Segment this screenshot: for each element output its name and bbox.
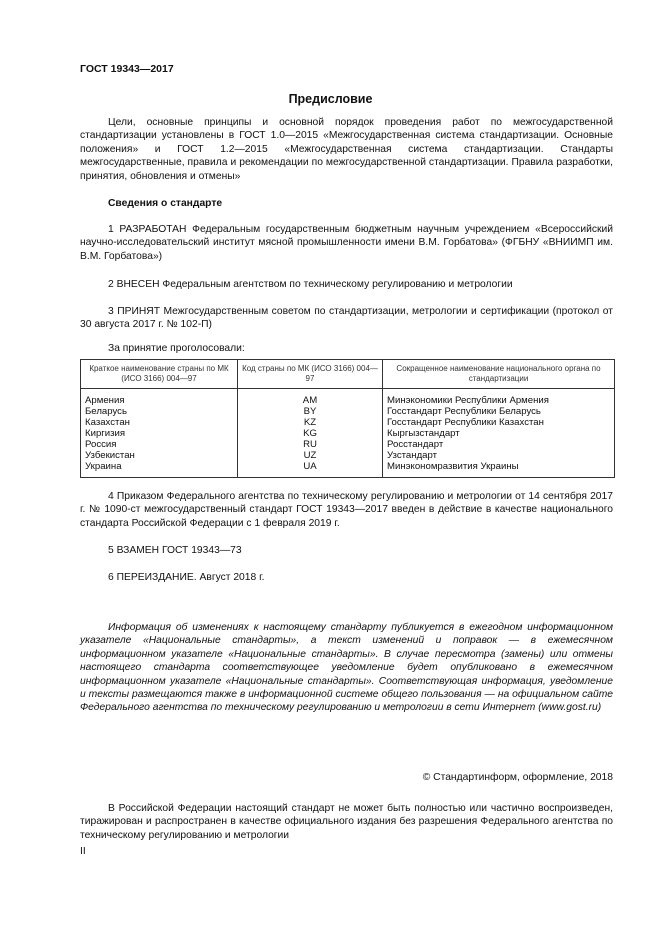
page-number: II [80, 846, 86, 857]
item-adopted [80, 305, 613, 332]
code-cell: BY [238, 406, 383, 417]
table-row [81, 450, 615, 461]
body-cell: Кыргызстандарт [383, 428, 615, 439]
country-cell: Беларусь [81, 406, 238, 417]
code-cell: RU [238, 439, 383, 450]
header-country: Краткое наименование страны по МК (ИСО 3166) 004—97 [81, 360, 238, 389]
table-row [81, 461, 615, 478]
changes-notice-text: Информация об изменениях к настоящему стандарту публикуется в ежегодном информационном указателе «Национальные стандарты», а текст изменений и поправок — в ежемесячном информационном указателе «Национальные стандарты». В случае пересмотра (замены) или отмены настоящего стандарта соответствующее уведомление будет опубликовано в ежемесячном информационном указателе «Национальные стандарты». Соответствующая информация, уведомление и тексты размещаются также в информационной системе общего пользования — на официальном сайте Федерального агентства по техническому регулированию и метрологии в сети Интернет (www.gost.ru) [80, 622, 613, 714]
intro-paragraph [80, 116, 613, 183]
item-introduced [80, 278, 613, 291]
country-cell: Россия [81, 439, 238, 450]
table-row [81, 389, 615, 407]
table-row [81, 428, 615, 439]
item-replaces [80, 544, 613, 557]
body-cell: Госстандарт Республики Беларусь [383, 406, 615, 417]
item-developed [80, 223, 613, 263]
item-adopted-text: 3 ПРИНЯТ Межгосударственным советом по стандартизации, метрологии и сертификации (протокол от 30 августа 2017 г. № 102-П) [80, 306, 613, 331]
body-cell: Минэкономики Республики Армения [383, 389, 615, 407]
changes-notice [80, 621, 613, 715]
copyright: © Стандартинформ, оформление, 2018 [422, 772, 613, 783]
country-cell: Украина [81, 461, 238, 478]
code-cell: UZ [238, 450, 383, 461]
reproduction-notice-text: В Российской Федерации настоящий стандарт не может быть полностью или частично воспроизведен, тиражирован и распространен в качестве официального издания без разрешения Федерального агентства по техническому регулированию и метрологии [80, 803, 613, 841]
body-cell: Минэкономразвития Украины [383, 461, 615, 478]
code-cell: KG [238, 428, 383, 439]
body-cell: Госстандарт Республики Казахстан [383, 417, 615, 428]
country-cell: Киргизия [81, 428, 238, 439]
vote-table [80, 359, 615, 478]
voted-label [80, 342, 613, 355]
country-cell: Узбекистан [81, 450, 238, 461]
section-heading: Сведения о стандарте [108, 198, 223, 209]
document-code: ГОСТ 19343—2017 [80, 63, 174, 75]
item-developed-text: 1 РАЗРАБОТАН Федеральным государственным бюджетным научным учреждением «Всероссийский научно-исследовательский институт мясной промышленности имени В.М. Горбатова» (ФГБНУ «ВНИИМП им. В.М. Горбатова») [80, 224, 613, 262]
reproduction-notice [80, 802, 613, 842]
item-introduced-text: 2 ВНЕСЕН Федеральным агентством по техническому регулированию и метрологии [108, 279, 513, 290]
item-order-text: 4 Приказом Федерального агентства по техническому регулированию и метрологии от 14 сентября 2017 г. № 1090-ст межгосударственный стандарт ГОСТ 19343—2017 введен в действие в качестве национального стандарта Российской Федерации с 1 февраля 2019 г. [80, 491, 613, 529]
item-reissue-text: 6 ПЕРЕИЗДАНИЕ. Август 2018 г. [108, 572, 265, 583]
country-cell: Армения [81, 389, 238, 407]
header-body: Сокращенное наименование национального органа по стандартизации [383, 360, 615, 389]
page-title: Предисловие [288, 92, 373, 106]
code-cell: UA [238, 461, 383, 478]
table-row [81, 417, 615, 428]
code-cell: KZ [238, 417, 383, 428]
vote-table-header [81, 360, 615, 389]
country-cell: Казахстан [81, 417, 238, 428]
code-cell: AM [238, 389, 383, 407]
header-code: Код страны по МК (ИСО 3166) 004—97 [238, 360, 383, 389]
table-row [81, 439, 615, 450]
item-reissue [80, 571, 613, 584]
body-cell: Узстандарт [383, 450, 615, 461]
voted-label-text: За принятие проголосовали: [108, 343, 245, 354]
body-cell: Росстандарт [383, 439, 615, 450]
table-row [81, 406, 615, 417]
item-replaces-text: 5 ВЗАМЕН ГОСТ 19343—73 [108, 545, 242, 556]
intro-text: Цели, основные принципы и основной порядок проведения работ по межгосударственной стандартизации установлены в ГОСТ 1.0—2015 «Межгосударственная система стандартизации. Основные положения» и ГОСТ 1.2—2015 «Межгосударственная система стандартизации. Стандарты межгосударственные, правила и рекомендации по межгосударственной стандартизации. Правила разработки, принятия, обновления и отмены» [80, 117, 613, 182]
item-order [80, 490, 613, 530]
